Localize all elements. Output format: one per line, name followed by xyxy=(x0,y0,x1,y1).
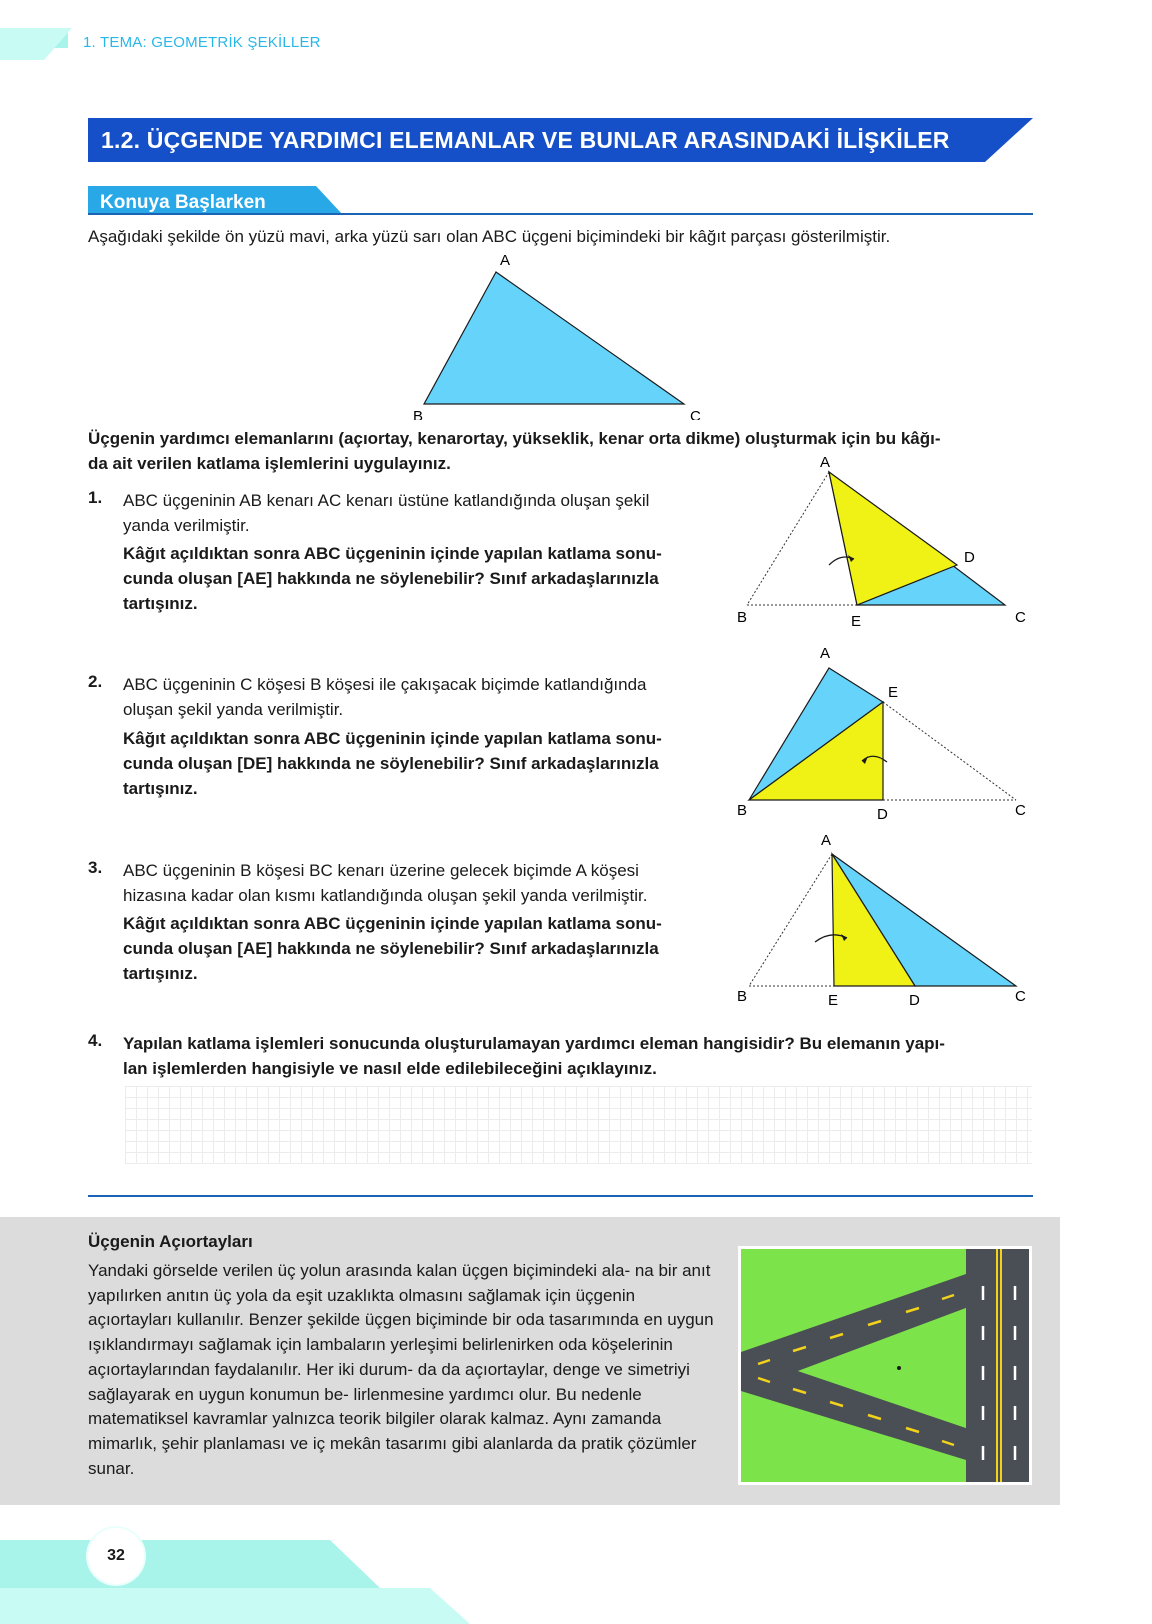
label-b: B xyxy=(413,408,424,420)
center-point xyxy=(897,1366,901,1370)
subtitle: Konuya Başlarken xyxy=(100,192,266,213)
answer-grid-area[interactable] xyxy=(125,1086,1032,1164)
item-1-number: 1. xyxy=(88,488,103,507)
item-2-figure xyxy=(725,638,1045,823)
section-title: 1.2. ÜÇGENDE YARDIMCI ELEMANLAR VE BUNLAR ARASINDAKİ İLİŞKİLER xyxy=(101,127,950,153)
label-e: E xyxy=(888,684,899,701)
item-2-question2: cunda oluşan [DE] hakkında ne söylenebilir? Sınıf arkadaşlarınızla xyxy=(123,754,659,773)
page-number: 32 xyxy=(88,1528,144,1584)
info-box-text: Yandaki görselde verilen üç yolun arasında kalan üçgen biçimindeki ala- na bir anıt yapılırken anıtın üç yola da eşit uzaklıkta olmasını sağlamak için üçgenin açıortayları kullanılır. Benzer şekilde üçgen biçiminde bir oda tasarımında en uygun ışıklandırmayı sağlamak için lambaların yerleşimi belirlenirken oda köşelerinin açıortaylarından faydalanılır. Her iki durum- da da açıortaylar, denge ve simetriyi sağlayarak en uygun konumun be- lirlenmesine yardımcı olur. Bu nedenle matematiksel kavramlar yalnızca teorik bilgiler olarak kalmaz. Aynı zamanda mimarlık, şehir planlaması ve iç mekân tasarımı gibi alanlarda da pratik çözümler sunar. xyxy=(88,1261,714,1478)
label-a: A xyxy=(820,454,831,471)
label-b: B xyxy=(737,988,748,1005)
top-decoration xyxy=(0,0,120,64)
item-3-figure xyxy=(725,825,1045,1010)
item-3-question3: tartışınız. xyxy=(123,964,198,983)
instruction-line2: da ait verilen katlama işlemlerini uygulayınız. xyxy=(88,454,451,473)
roads-triangle-image xyxy=(738,1246,1032,1485)
label-d: D xyxy=(909,992,920,1009)
label-c: C xyxy=(1015,988,1026,1005)
item-3-question1: Kâğıt açıldıktan sonra ABC üçgeninin içinde yapılan katlama sonu- xyxy=(123,914,662,933)
instruction-line1: Üçgenin yardımcı elemanlarını (açıortay, kenarortay, yükseklik, kenar orta dikme) oluşturmak için bu kâğı- xyxy=(88,429,941,448)
label-e: E xyxy=(851,613,862,628)
item-2-question3: tartışınız. xyxy=(123,779,198,798)
item-2-line1: ABC üçgeninin C köşesi B köşesi ile çakışacak biçimde katlandığında xyxy=(123,675,647,694)
item-1-line2: yanda verilmiştir. xyxy=(123,516,250,535)
intro-text: Aşağıdaki şekilde ön yüzü mavi, arka yüzü sarı olan ABC üçgeni biçimindeki bir kâğıt parçası gösterilmiştir. xyxy=(88,227,891,246)
item-1-question1: Kâğıt açıldıktan sonra ABC üçgeninin içinde yapılan katlama sonu- xyxy=(123,544,662,563)
label-b: B xyxy=(737,609,748,626)
label-c: C xyxy=(1015,609,1026,626)
item-3-number: 3. xyxy=(88,858,103,877)
subtitle-underline xyxy=(88,213,1033,215)
footer-decoration xyxy=(0,1532,480,1624)
item-3-line2: hizasına kadar olan kısmı katlandığında oluşan şekil yanda verilmiştir. xyxy=(123,886,648,905)
main-triangle-figure xyxy=(380,245,720,420)
item-1-question2: cunda oluşan [AE] hakkında ne söylenebilir? Sınıf arkadaşlarınızla xyxy=(123,569,659,588)
item-2-number: 2. xyxy=(88,672,103,691)
item-4-line1: Yapılan katlama işlemleri sonucunda oluşturulamayan yardımcı eleman hangisidir? Bu elemanın yapı- xyxy=(123,1034,945,1053)
item-2-line2: oluşan şekil yanda verilmiştir. xyxy=(123,700,344,719)
label-a: A xyxy=(500,252,511,269)
label-c: C xyxy=(1015,802,1026,819)
item-2-question1: Kâğıt açıldıktan sonra ABC üçgeninin içinde yapılan katlama sonu- xyxy=(123,729,662,748)
label-d: D xyxy=(877,806,888,823)
item-1-question3: tartışınız. xyxy=(123,594,198,613)
label-c: C xyxy=(690,408,701,420)
label-d: D xyxy=(964,549,975,566)
item-3-line1: ABC üçgeninin B köşesi BC kenarı üzerine gelecek biçimde A köşesi xyxy=(123,861,639,880)
item-4-number: 4. xyxy=(88,1031,103,1050)
label-b: B xyxy=(737,802,748,819)
topic-header: 1. TEMA: GEOMETRİK ŞEKİLLER xyxy=(83,34,321,51)
info-box-title: Üçgenin Açıortayları xyxy=(88,1232,253,1251)
label-a: A xyxy=(820,645,831,662)
item-3-question2: cunda oluşan [AE] hakkında ne söylenebilir? Sınıf arkadaşlarınızla xyxy=(123,939,659,958)
item-1-line1: ABC üçgeninin AB kenarı AC kenarı üstüne katlandığında oluşan şekil xyxy=(123,491,650,510)
label-a: A xyxy=(821,832,832,849)
triangle-abc-blue xyxy=(424,272,684,404)
label-e: E xyxy=(828,992,839,1009)
separator-line xyxy=(88,1195,1033,1197)
item-4-line2: lan işlemlerden hangisiyle ve nasıl elde edilebileceğini açıklayınız. xyxy=(123,1059,657,1078)
item-1-figure xyxy=(725,448,1045,628)
